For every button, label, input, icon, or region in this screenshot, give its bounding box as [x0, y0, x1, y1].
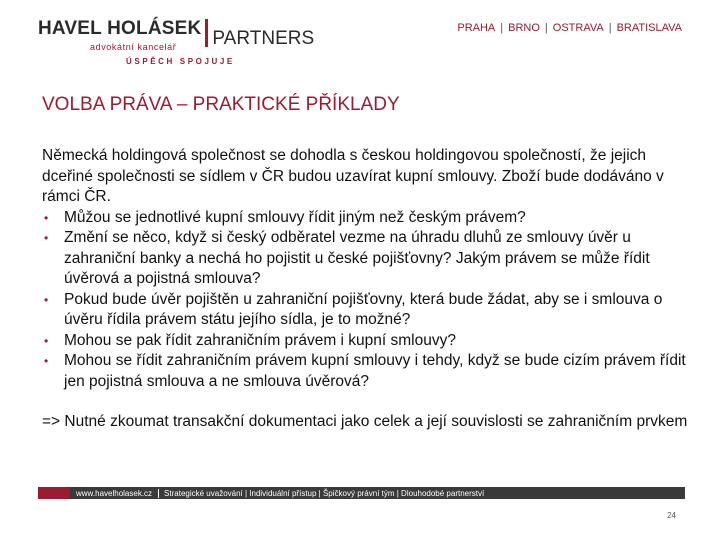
- conclusion-paragraph: => Nutné zkoumat transakční dokumentaci jako celek a její souvislosti se zahraničním prvkem: [42, 413, 688, 430]
- city-separator: |: [500, 22, 504, 34]
- bullet-icon: •: [44, 210, 49, 225]
- bullet-text: Mohou se pak řídit zahraničním právem i kupní smlouvy?: [64, 331, 456, 349]
- logo-tagline: ÚSPĚCH SPOJUJE: [126, 57, 235, 66]
- footer-accent: [38, 487, 70, 499]
- slide-body: [42, 146, 692, 433]
- bullet-text: Mohou se řídit zahraničním právem kupní smlouvy i tehdy, když se bude cizím právem řídit jen pojistná smlouva a ne smlouva úvěrová?: [64, 352, 686, 390]
- logo-name: HAVEL HOLÁSEK: [38, 18, 202, 39]
- footer-tagline: Strategické uvažování | Individuální přístup | Špičkový právní tým | Dlouhodobé partnerství: [158, 489, 484, 498]
- slide-title: VOLBA PRÁVA – PRAKTICKÉ PŘÍKLADY: [42, 94, 400, 115]
- footer-website-link[interactable]: www.havelholasek.cz: [76, 488, 153, 498]
- logo-partners: PARTNERS: [212, 28, 315, 49]
- list-item: [42, 351, 692, 392]
- intro-paragraph: Německá holdingová společnost se dohodla s českou holdingovou společností, že jejich dceřiné společnosti se sídlem v ČR budou uzavírat kupní smlouvy. Zboží bude dodáváno v rámci ČR.: [42, 147, 664, 205]
- city-praha: PRAHA: [457, 22, 496, 34]
- list-item: [42, 228, 692, 290]
- bullet-text: Změní se něco, když si český odběratel vezme na úhradu dluhů ze smlouvy úvěr u zahraniční banky a nechá ho pojistit u české pojišťovny? Jakým právem se může řídit úvěrová a pojistná smlouva?: [64, 229, 650, 287]
- list-item: [42, 290, 692, 331]
- bullet-icon: •: [44, 292, 49, 307]
- bullet-text: Pokud bude úvěr pojištěn u zahraniční pojišťovny, která bude žádat, aby se i smlouva o úvěru řídila právem státu jejího sídla, je to možné?: [64, 290, 663, 328]
- city-ostrava: OSTRAVA: [552, 22, 604, 34]
- slide-header: [0, 0, 720, 80]
- footer-bar: [38, 487, 685, 499]
- bullet-icon: •: [44, 333, 49, 348]
- city-brno: BRNO: [508, 22, 540, 34]
- page-number: 24: [667, 511, 676, 520]
- office-cities: [457, 22, 682, 34]
- company-logo: [38, 18, 314, 52]
- logo-subtitle: advokátní kancelář: [90, 42, 177, 52]
- bullet-icon: •: [44, 354, 49, 368]
- question-list: [42, 208, 692, 393]
- bullet-text: Můžou se jednotlivé kupní smlouvy řídit jiným než českým právem?: [64, 208, 526, 226]
- city-separator: |: [544, 22, 548, 34]
- city-bratislava: BRATISLAVA: [616, 22, 682, 34]
- list-item: [42, 208, 692, 229]
- city-separator: |: [608, 22, 612, 34]
- logo-divider: [205, 19, 208, 47]
- list-item: [42, 331, 692, 352]
- bullet-icon: •: [44, 231, 49, 245]
